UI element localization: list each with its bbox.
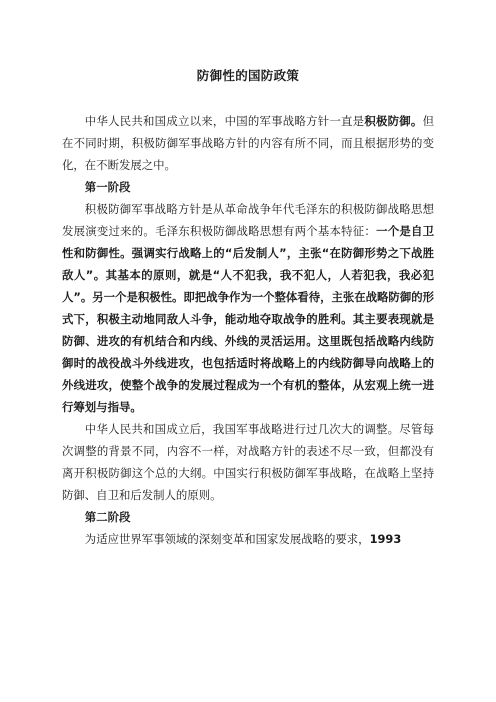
paragraph-stage-two-year: 1993: [369, 532, 402, 546]
paragraph-stage-one: [62, 198, 434, 418]
paragraph-stage-one-emphasis: 一个是自卫性和防御性。强调实行战略上的“后发制人”，主张“在防御形势之下战胜敌人”。其基本的原则，就是“人不犯我，我不犯人，人若犯我，我必犯人”。另一个是积极性。即把战争作为一个整体看待，主张在战略防御的形式下，积极主动地同敌人斗争，能动地夺取战争的胜利。其主要表现就是防御、进攻的有机结合和内线、外线的灵活运用。这里既包括战略内线防御时的战役战斗外线进攻，也包括适时将战略上的内线防御导向战略上的外线进攻，使整个战争的发展过程成为一个有机的整体，从宏观上统一进行筹划与指导。: [62, 224, 434, 414]
section-heading-stage-one: 第一阶段: [84, 180, 131, 194]
paragraph-intro: [62, 110, 434, 176]
paragraph-adjustments: 中华人民共和国成立后，我国军事战略进行过几次大的调整。尽管每次调整的背景不同，内容不一样，对战略方针的表述不尽一致，但都没有离开积极防御这个总的大纲。中国实行积极防御军事战略，在战略上坚持防御、自卫和后发制人的原则。: [62, 422, 434, 502]
section-heading-stage-two: 第二阶段: [84, 510, 131, 524]
paragraph-intro-rest: 但在不同时期，积极防御军事战略方针的内容有所不同，而且根据形势的变化，在不断发展之中。: [62, 114, 434, 172]
paragraph-stage-one-text: 积极防御军事战略方针是从革命战争年代毛泽东的积极防御战略思想发展演变过来的。毛泽东积极防御战略思想有两个基本特征：: [62, 202, 434, 238]
paragraph-stage-two: [62, 528, 434, 550]
paragraph-stage-two-text: 为适应世界军事领域的深刻变革和国家发展战略的要求，: [84, 532, 370, 546]
paragraph-intro-emphasis: 积极防御。: [364, 114, 423, 128]
document-title: 防御性的国防政策: [196, 68, 300, 83]
paragraph-intro-text: 中华人民共和国成立以来，中国的军事战略方针一直是: [84, 114, 365, 128]
